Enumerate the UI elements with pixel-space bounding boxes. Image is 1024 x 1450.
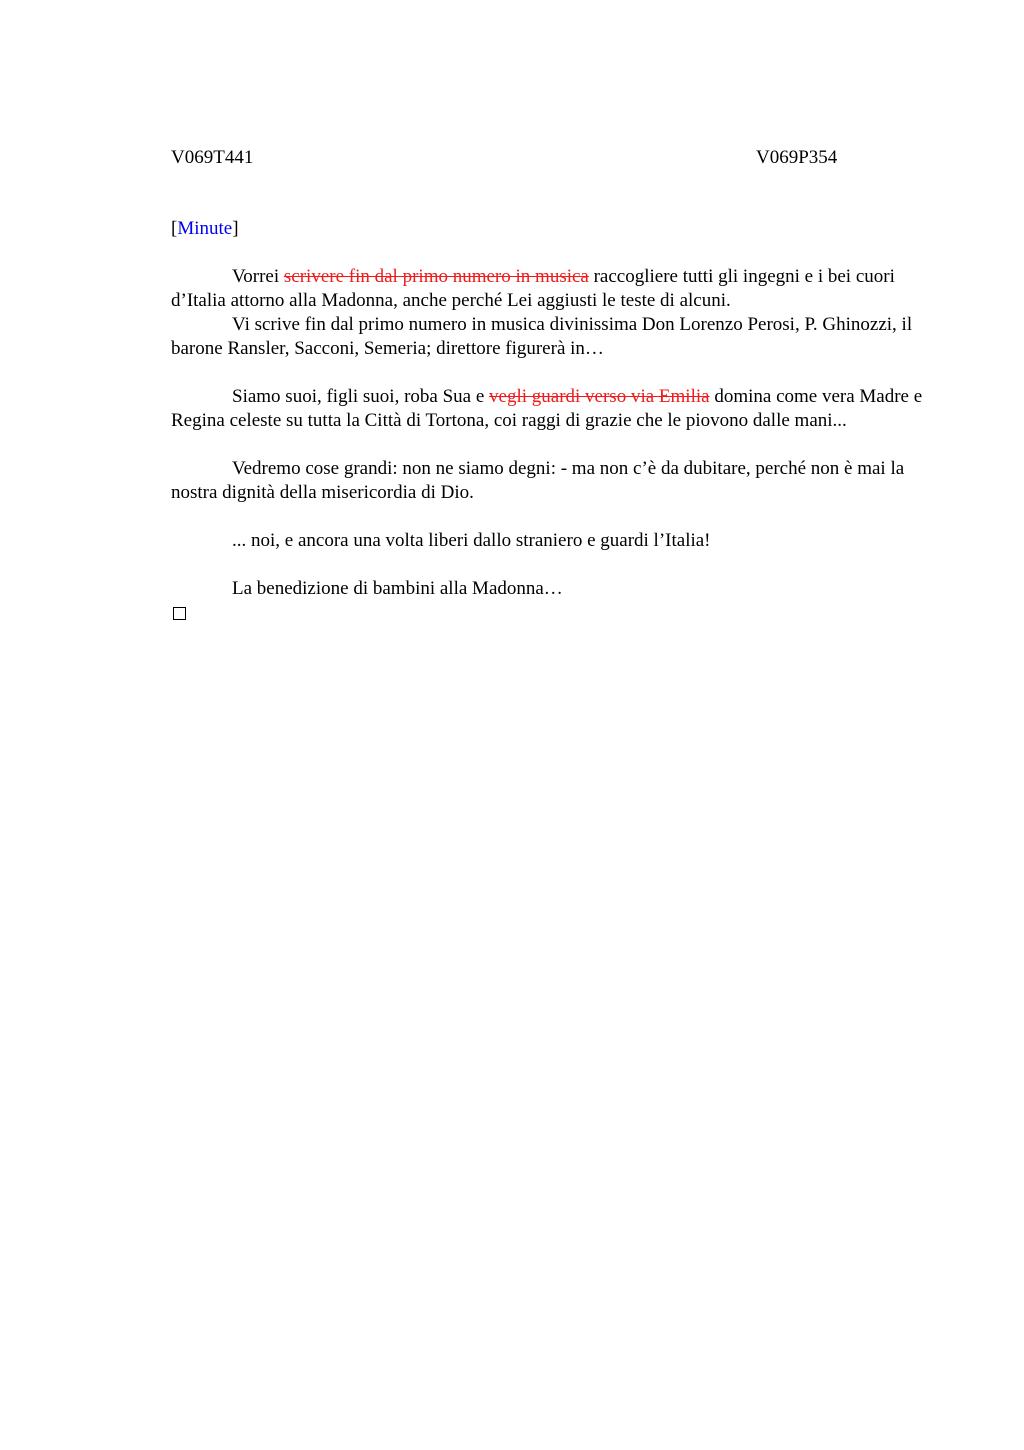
document-body: [171, 217, 923, 620]
bracket-close: ]: [232, 218, 239, 239]
spacer: [171, 433, 923, 457]
document-code-left: V069T441: [171, 147, 254, 168]
paragraph-3-deleted-text: vegli guardi verso via Emilia: [489, 386, 710, 407]
paragraph-5: ... noi, e ancora una volta liberi dallo straniero e guardi l’Italia!: [232, 530, 711, 551]
spacer: [171, 553, 923, 577]
paragraph-1: [171, 265, 923, 313]
square-outline-icon: [173, 607, 186, 620]
paragraph-3-text-after: domina come vera Madre e Regina celeste su tutta la Città di Tortona, coi raggi di grazie che le piovono dalle mani...: [171, 386, 923, 431]
spacer: [171, 505, 923, 529]
paragraph-4: Vedremo cose grandi: non ne siamo degni: - ma non c’è da dubitare, perché non è mai la nostra dignità della misericordia di Dio.: [171, 458, 905, 503]
paragraph-2: Vi scrive fin dal primo numero in musica divinissima Don Lorenzo Perosi, P. Ghinozzi, il barone Ransler, Sacconi, Semeria; direttore figurerà in…: [171, 314, 913, 359]
section-heading: [171, 217, 923, 241]
paragraph-1-text-before: Vorrei: [232, 266, 284, 287]
paragraph-3: [171, 385, 923, 433]
paragraph-6: La benedizione di bambini alla Madonna…: [232, 578, 563, 599]
bracket-open: [: [171, 218, 178, 239]
paragraph-1-deleted-text: scrivere fin dal primo numero in musica: [283, 266, 589, 287]
spacer: [171, 241, 923, 265]
paragraph-1-text-after: raccogliere tutti gli ingegni e i bei cuori d’Italia attorno alla Madonna, anche perché Lei aggiusti le teste di alcuni.: [171, 266, 895, 311]
document-code-right: V069P354: [756, 147, 838, 168]
minute-link[interactable]: Minute: [177, 218, 233, 239]
paragraph-3-text-before: Siamo suoi, figli suoi, roba Sua e: [232, 386, 490, 407]
spacer: [171, 361, 923, 385]
